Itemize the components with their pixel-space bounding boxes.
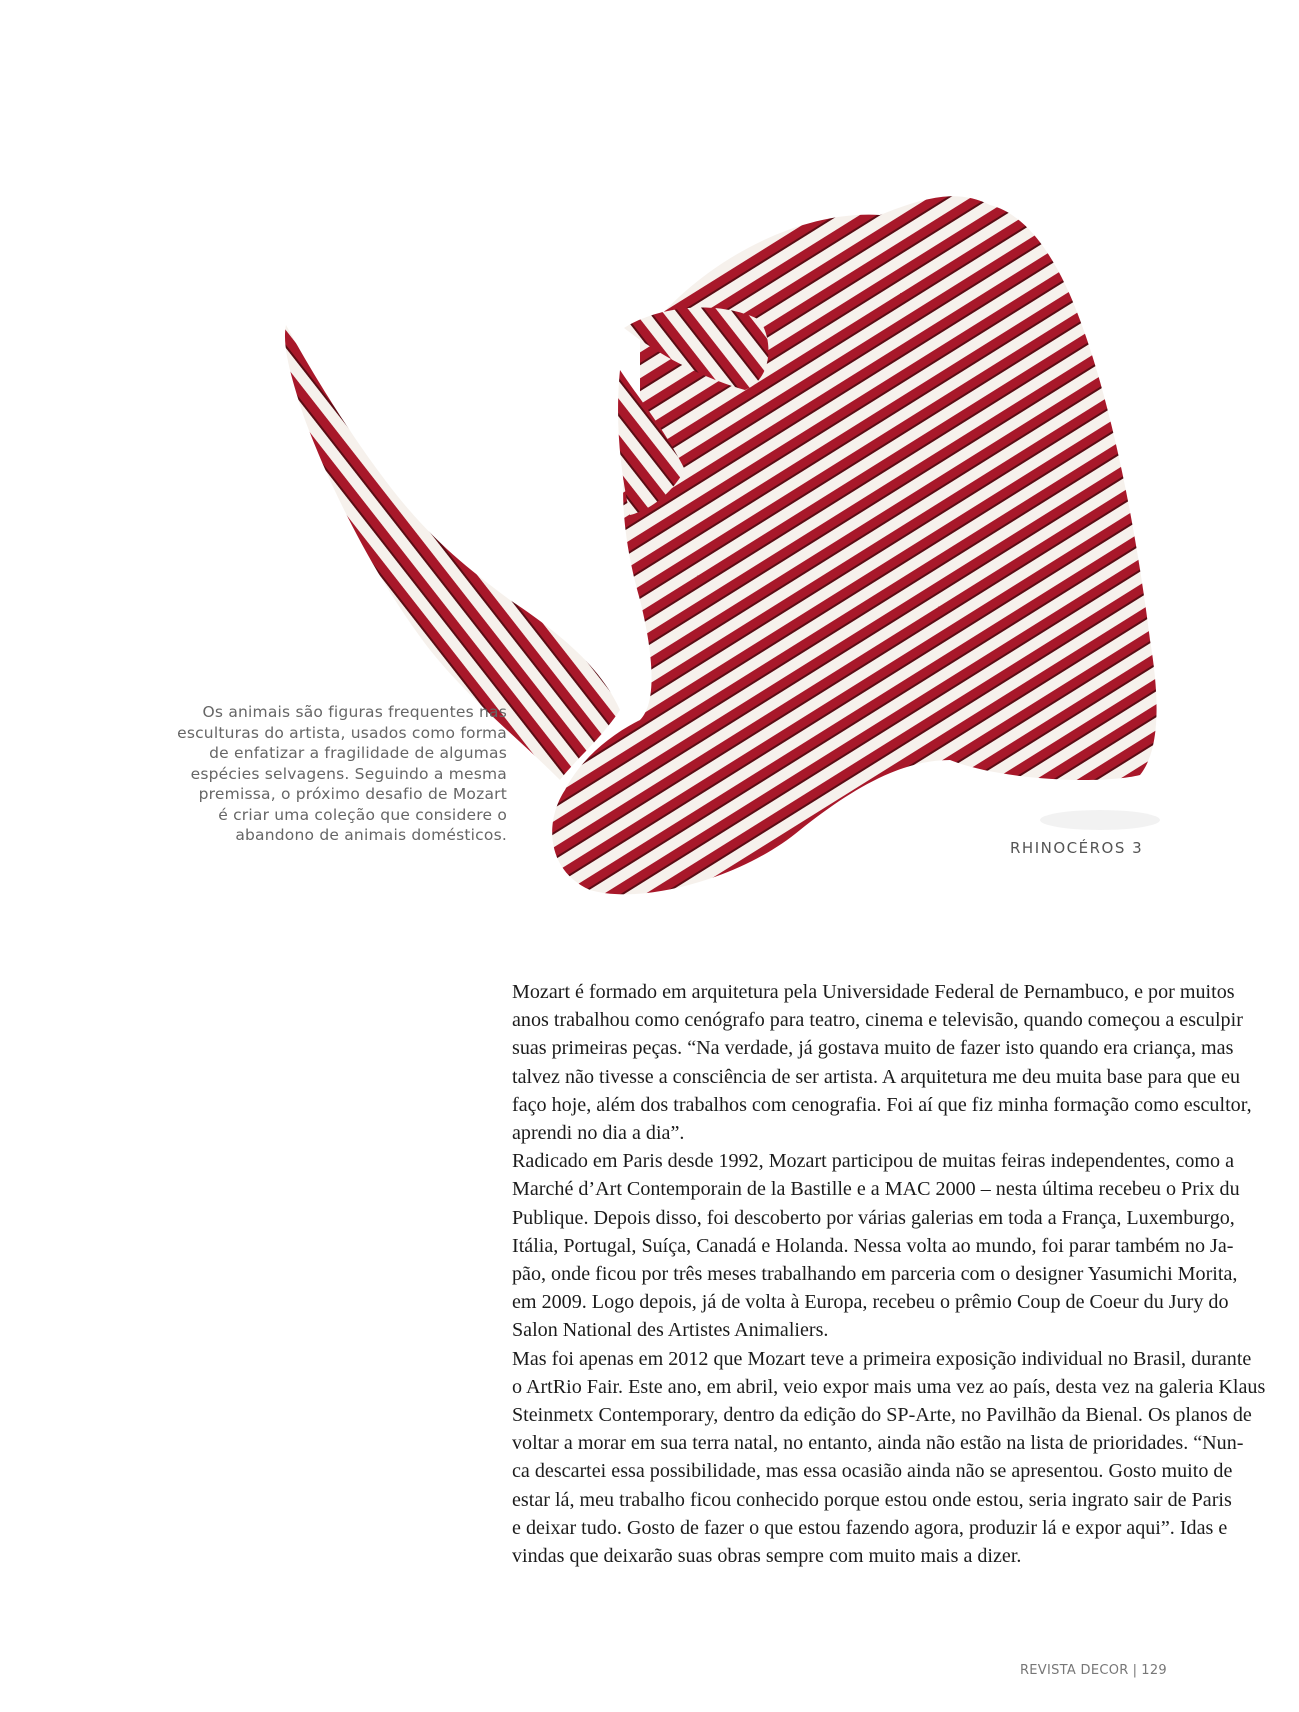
caption-line: Os animais são figuras frequentes nas xyxy=(202,703,507,721)
article-line: em 2009. Logo depois, já de volta à Europa, recebeu o prêmio Coup de Coeur du Jury do xyxy=(512,1291,1229,1314)
article-line: talvez não tivesse a consciência de ser artista. A arquitetura me deu muita base para que eu xyxy=(512,1065,1241,1088)
article-line: Itália, Portugal, Suíça, Canadá e Holanda. Nessa volta ao mundo, foi parar também no Ja- xyxy=(512,1234,1234,1257)
article-line: Marché d’Art Contemporain de la Bastille e a MAC 2000 – nesta última recebeu o Prix du xyxy=(512,1178,1240,1201)
article-line: pão, onde ficou por três meses trabalhando em parceria com o designer Yasumichi Morita, xyxy=(512,1263,1238,1286)
article-line: aprendi no dia a dia”. xyxy=(512,1122,685,1145)
article-line: Publique. Depois disso, foi descoberto por várias galerias em toda a França, Luxemburgo, xyxy=(512,1206,1235,1229)
article-line: Radicado em Paris desde 1992, Mozart participou de muitas feiras independentes, como a xyxy=(512,1150,1235,1173)
footer-separator: | xyxy=(1132,1663,1138,1678)
article-line: o ArtRio Fair. Este ano, em abril, veio expor mais uma vez ao país, desta vez na galeria Klaus xyxy=(512,1375,1266,1398)
article-line: faço hoje, além dos trabalhos com cenografia. Foi aí que fiz minha formação como escultor, xyxy=(512,1093,1252,1116)
page-footer xyxy=(1020,1663,1167,1678)
article-line: estar lá, meu trabalho ficou conhecido porque estou onde estou, seria ingrato sair de Paris xyxy=(512,1488,1232,1511)
article-line: Steinmetx Contemporary, dentro da edição do SP-Arte, no Pavilhão da Bienal. Os planos de xyxy=(512,1404,1252,1427)
article-line: Salon National des Artistes Animaliers. xyxy=(512,1319,829,1342)
page-number: 129 xyxy=(1141,1663,1167,1678)
caption-line: esculturas do artista, usados como forma xyxy=(177,723,507,742)
article-line: e deixar tudo. Gosto de fazer o que estou fazendo agora, produzir lá e expor aqui”. Idas e xyxy=(512,1516,1228,1539)
article-line: voltar a morar em sua terra natal, no entanto, ainda não estão na lista de prioridades. “Nun- xyxy=(512,1432,1244,1455)
article-line: anos trabalhou como cenógrafo para teatro, cinema e televisão, quando começou a esculpir xyxy=(512,1009,1243,1032)
caption-line: premissa, o próximo desafio de Mozart xyxy=(198,785,507,803)
caption-line: de enfatizar a fragilidade de algumas xyxy=(209,744,507,762)
article-line: suas primeiras peças. “Na verdade, já gostava muito de fazer isto quando era criança, mas xyxy=(512,1037,1234,1060)
caption-line: espécies selvagens. Seguindo a mesma xyxy=(190,764,507,783)
article-body xyxy=(512,978,1266,1570)
article-line: ca descartei essa possibilidade, mas essa ocasião ainda não se apresentou. Gosto muito de xyxy=(512,1460,1233,1483)
artwork-title: RHINOCÉROS 3 xyxy=(1010,839,1144,857)
caption-line: abandono de animais domésticos. xyxy=(235,826,507,844)
publication-name: REVISTA DECOR xyxy=(1019,1663,1129,1678)
rhino-head xyxy=(540,180,1180,920)
article-line: Mas foi apenas em 2012 que Mozart teve a primeira exposição individual no Brasil, durante xyxy=(512,1347,1252,1370)
article-line: Mozart é formado em arquitetura pela Universidade Federal de Pernambuco, e por muitos xyxy=(512,981,1235,1003)
photo-caption xyxy=(140,702,507,846)
article-line: vindas que deixarão suas obras sempre com muito mais a dizer. xyxy=(512,1545,1022,1568)
caption-line: é criar uma coleção que considere o xyxy=(218,805,507,824)
